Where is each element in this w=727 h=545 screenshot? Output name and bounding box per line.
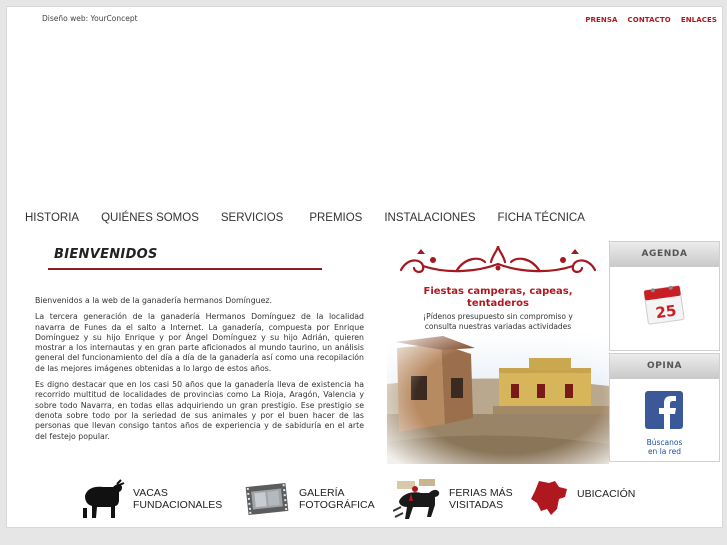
- link-enlaces[interactable]: ENLACES: [680, 16, 717, 24]
- facility-photo: [387, 332, 609, 464]
- welcome-text: [35, 296, 364, 448]
- opina-box[interactable]: [609, 353, 720, 462]
- galeria-label-line: GALERÍA: [299, 487, 345, 499]
- welcome-title: BIENVENIDOS: [54, 247, 158, 262]
- nav-premios[interactable]: PREMIOS: [309, 212, 363, 224]
- promo-title-line: tentaderos: [467, 298, 529, 309]
- nav-instalaciones[interactable]: INSTALACIONES: [384, 212, 476, 224]
- link-prensa[interactable]: PRENSA: [585, 16, 618, 24]
- vacas-label-line: FUNDACIONALES: [133, 499, 223, 511]
- facebook-caption-line: en la red: [647, 447, 682, 456]
- welcome-paragraph: La tercera generación de la ganadería Hermanos Domínguez de la localidad navarra de Funes da el salto a Internet. La ganadería, compuesta por Enrique Domínguez y su hijo Enrique y por Ángel Domínguez y su hijo Adrián, quieren mostrar a los internautas y en gran parte aficionados al mundo taurino, un análisis general del funcionamiento del día a día de la ganadería así como una recopilación de las mejores imágenes obtenidas a lo largo de estos años.: [35, 312, 364, 373]
- link-vacas-fundacionales[interactable]: [81, 478, 222, 520]
- ubicacion-label: UBICACIÓN: [577, 488, 636, 500]
- page: [6, 6, 723, 528]
- promo-sub-line: consulta nuestras variadas actividades: [424, 321, 572, 331]
- nav-ficha-tecnica[interactable]: FICHA TÉCNICA: [497, 212, 585, 224]
- title-divider: [48, 268, 322, 270]
- facebook-icon[interactable]: [644, 390, 684, 430]
- facebook-caption-line: Búscanos: [646, 438, 683, 447]
- galeria-label: [299, 487, 375, 511]
- link-ubicacion[interactable]: [529, 479, 635, 519]
- top-links: [585, 16, 717, 24]
- vacas-label: [133, 487, 222, 511]
- welcome-paragraph: Es digno destacar que en los casi 50 años que la ganadería lleva de existencia ha recorrido multitud de localidades de provincias como La Rioja, Aragón, Valencia y sobre todo Navarra, en todas ellas adquiriendo un gran prestigio. Ese prestigio se denota sobre todo por la seriedad de sus animales y por el buen hacer de las personas que llevan consigo tantos años de experiencia y de sabiduría en el arte del festejo popular.: [35, 380, 364, 441]
- calendar-icon[interactable]: [641, 282, 687, 328]
- film-icon: [243, 479, 291, 519]
- ferias-label: [449, 487, 513, 511]
- welcome-paragraph: Bienvenidos a la web de la ganadería hermanos Domínguez.: [35, 296, 272, 305]
- design-credit[interactable]: Diseño web: YourConcept: [42, 14, 138, 23]
- ornament-icon: [387, 240, 609, 280]
- main-nav: [25, 212, 607, 224]
- agenda-box[interactable]: [609, 241, 720, 351]
- navarra-map-icon: [529, 479, 569, 519]
- promo-banner[interactable]: [387, 240, 609, 464]
- link-contacto[interactable]: CONTACTO: [627, 16, 671, 24]
- galeria-label-line: FOTOGRÁFICA: [299, 499, 375, 511]
- link-galeria-fotografica[interactable]: [243, 479, 375, 519]
- promo-sub-line: ¡Pídenos presupuesto sin compromiso y: [423, 312, 573, 321]
- promo-title-line: Fiestas camperas, capeas,: [423, 286, 573, 297]
- cow-icon: [81, 478, 125, 520]
- nav-servicios[interactable]: SERVICIOS: [220, 212, 284, 224]
- promo-title: [387, 286, 609, 310]
- agenda-title: AGENDA: [610, 242, 719, 267]
- facebook-caption[interactable]: [610, 438, 719, 456]
- opina-title: OPINA: [610, 354, 719, 379]
- calendar-day: 25: [654, 301, 678, 323]
- nav-historia[interactable]: HISTORIA: [25, 212, 80, 224]
- vacas-label-line: VACAS: [133, 487, 168, 499]
- nav-quienes-somos[interactable]: QUIÉNES SOMOS: [101, 212, 199, 224]
- ferias-label-line: FERIAS MÁS: [449, 487, 513, 499]
- bull-run-icon: [393, 477, 441, 521]
- link-ferias-mas-visitadas[interactable]: [393, 477, 513, 521]
- ferias-label-line: VISITADAS: [449, 499, 504, 511]
